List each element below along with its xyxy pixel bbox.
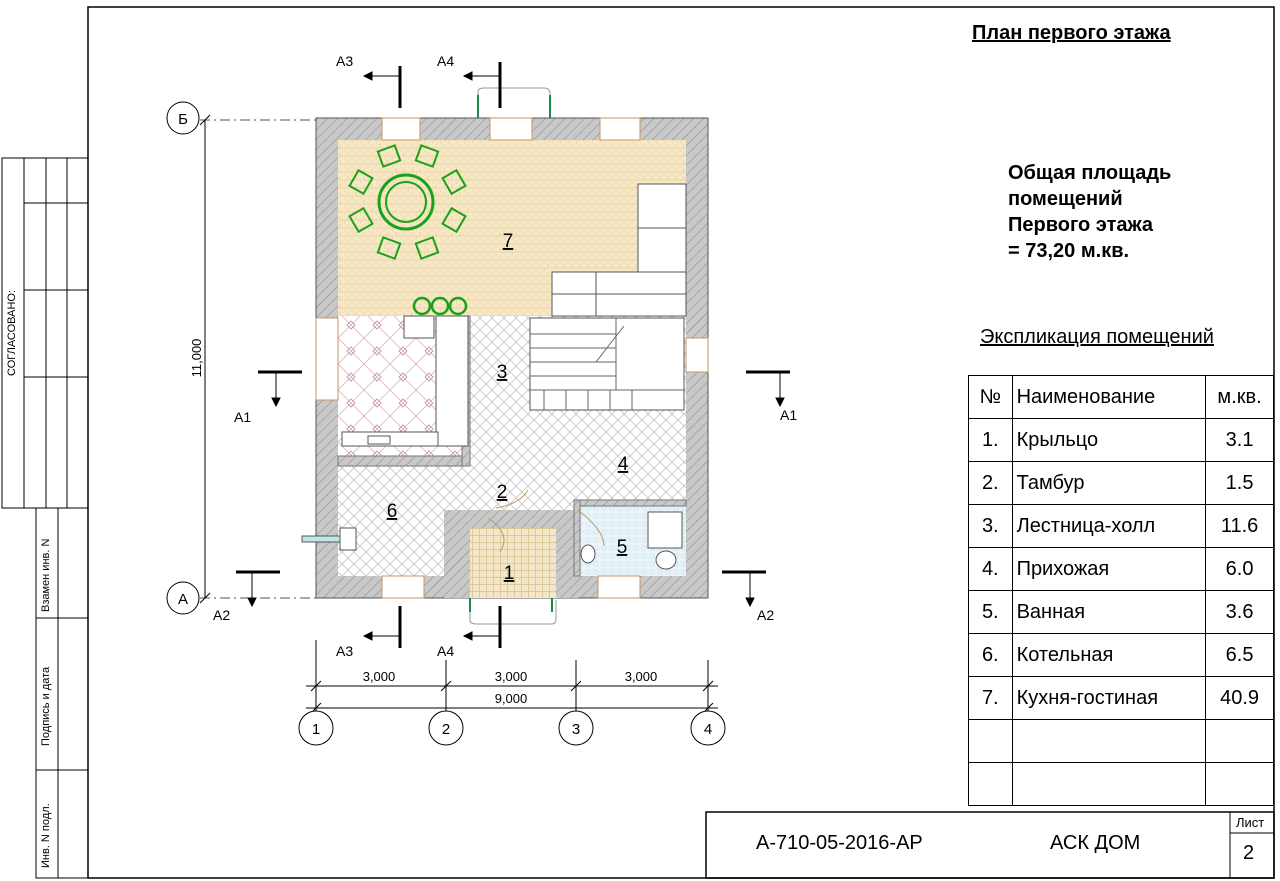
boiler: [340, 528, 356, 550]
axis-label-2: 2: [441, 721, 451, 738]
staircase: [530, 318, 684, 410]
section-label-a2-left: А2: [213, 607, 231, 623]
sheet-number: 2: [1243, 842, 1255, 864]
header-num: №: [969, 376, 1013, 419]
top-steps: [478, 88, 550, 110]
axis-label-a: А: [177, 591, 189, 608]
row-area: 6.0: [1206, 548, 1274, 591]
document-code: А-710-05-2016-АР: [756, 832, 923, 854]
row-name: Кухня-гостиная: [1012, 677, 1206, 720]
room-number-1: 1: [503, 563, 515, 584]
header-area: м.кв.: [1206, 376, 1274, 419]
header-name: Наименование: [1012, 376, 1206, 419]
row-num: 3.: [969, 505, 1013, 548]
table-row: [969, 548, 1274, 591]
room-number-5: 5: [616, 537, 628, 558]
row-area: 40.9: [1206, 677, 1274, 720]
row-num: 2.: [969, 462, 1013, 505]
table-header-row: [969, 376, 1274, 419]
inner-wall: [338, 456, 468, 466]
table-row: [969, 634, 1274, 677]
dimension-vertical: 11,000: [189, 338, 204, 378]
replaced-inventory-label: Взамен инв. N: [40, 538, 52, 612]
table-row-empty: [969, 763, 1274, 806]
section-label-a1-right: А1: [780, 407, 798, 423]
row-area: 3.6: [1206, 591, 1274, 634]
area-summary: [1008, 160, 1171, 264]
sink: [581, 545, 595, 563]
empty-cell: [1012, 763, 1206, 806]
stove: [436, 316, 468, 446]
row-num: 4.: [969, 548, 1013, 591]
section-label-a2-right: А2: [757, 607, 775, 623]
signature-date-label: Подпись и дата: [40, 666, 52, 746]
room-number-3: 3: [496, 362, 508, 383]
sheet-label: Лист: [1236, 815, 1265, 830]
section-label-a1-left: А1: [234, 409, 252, 425]
axis-label-1: 1: [311, 721, 321, 738]
toilet: [656, 551, 676, 569]
row-area: 1.5: [1206, 462, 1274, 505]
area-summary-line: Первого этажа: [1008, 214, 1154, 236]
row-area: 11.6: [1206, 505, 1274, 548]
row-name: Прихожая: [1012, 548, 1206, 591]
row-name: Лестница-холл: [1012, 505, 1206, 548]
axis-label-3: 3: [571, 721, 581, 738]
room-number-2: 2: [496, 482, 508, 503]
dimension-segment-1: 3,000: [362, 669, 396, 684]
section-label-a3-top: А3: [336, 53, 354, 69]
row-num: 1.: [969, 419, 1013, 462]
section-label-a4-bottom: А4: [437, 643, 455, 659]
row-num: 5.: [969, 591, 1013, 634]
row-num: 7.: [969, 677, 1013, 720]
chimney-pipe: [302, 536, 340, 542]
row-num: 6.: [969, 634, 1013, 677]
row-area: 6.5: [1206, 634, 1274, 677]
table-row: [969, 419, 1274, 462]
empty-cell: [969, 720, 1013, 763]
row-name: Крыльцо: [1012, 419, 1206, 462]
axis-label-4: 4: [703, 721, 713, 738]
empty-cell: [969, 763, 1013, 806]
room-number-6: 6: [386, 501, 398, 522]
organization-name: АСК ДОМ: [1050, 832, 1141, 854]
section-label-a4-top: А4: [437, 53, 455, 69]
area-summary-line: Общая площадь: [1008, 162, 1172, 184]
dimension-total: 9,000: [494, 691, 528, 706]
area-summary-line: помещений: [1008, 188, 1123, 210]
page-title: План первого этажа: [972, 22, 1171, 44]
empty-cell: [1012, 720, 1206, 763]
room-number-7: 7: [502, 231, 514, 252]
empty-cell: [1206, 720, 1274, 763]
explication-title: Экспликация помещений: [980, 326, 1214, 348]
empty-cell: [1206, 763, 1274, 806]
row-name: Ванная: [1012, 591, 1206, 634]
row-name: Котельная: [1012, 634, 1206, 677]
row-area: 3.1: [1206, 419, 1274, 462]
table-row: [969, 591, 1274, 634]
room-number-4: 4: [617, 454, 629, 475]
table-row: [969, 677, 1274, 720]
section-label-a3-bottom: А3: [336, 643, 354, 659]
inner-wall: [578, 500, 686, 506]
table-row: [969, 505, 1274, 548]
axis-label-b: Б: [178, 111, 188, 128]
dimension-segment-3: 3,000: [624, 669, 658, 684]
dimension-segment-2: 3,000: [494, 669, 528, 684]
original-inventory-label: Инв. N подл.: [40, 803, 52, 868]
row-name: Тамбур: [1012, 462, 1206, 505]
explication-table: [968, 375, 1274, 806]
area-summary-total: = 73,20 м.кв.: [1008, 240, 1130, 262]
table-row-empty: [969, 720, 1274, 763]
table-row: [969, 462, 1274, 505]
agreed-label: СОГЛАСОВАНО:: [6, 289, 18, 376]
bottom-steps: [470, 600, 556, 624]
shower: [648, 512, 682, 548]
